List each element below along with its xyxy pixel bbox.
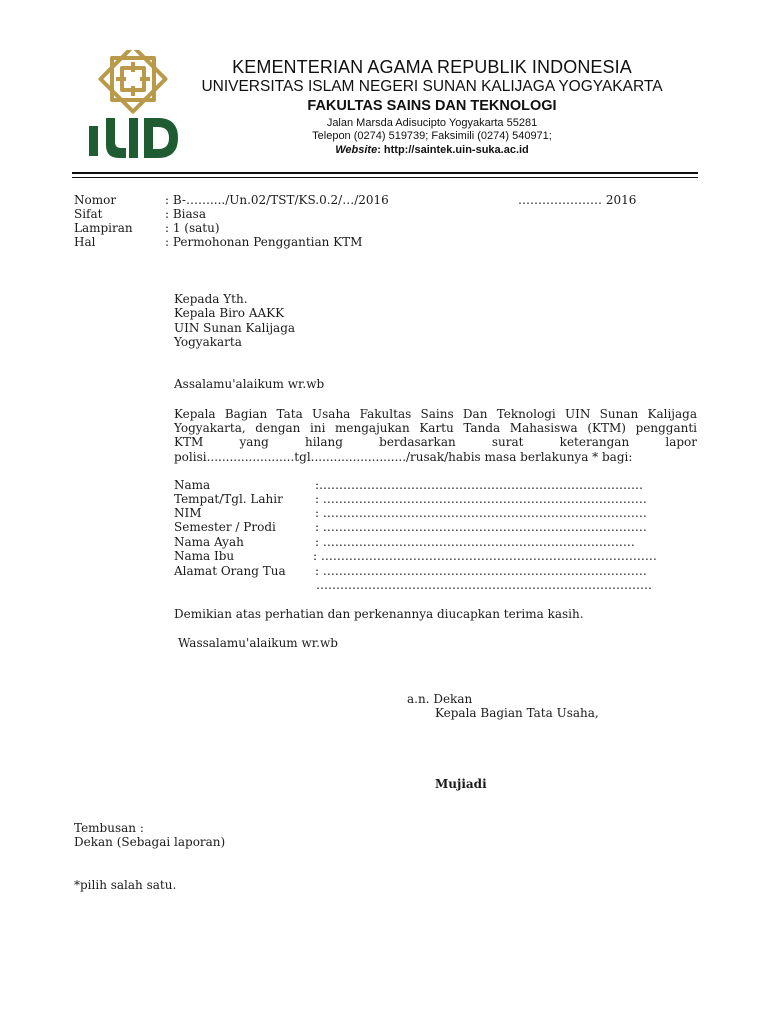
field-value-prodi: : ……………………………………………………………………… (315, 520, 647, 534)
cc-title: Tembusan : (74, 821, 144, 835)
uin-logo (86, 50, 182, 162)
body-paragraph-line: Kepala Bagian Tata Usaha Fakultas Sains Dan Teknologi UIN Sunan Kalijaga (174, 407, 697, 421)
farewell: Wassalamu'alaikum wr.wb (178, 636, 338, 650)
meta-label-lampiran: Lampiran (74, 221, 133, 235)
field-value-alamat-continued: ………………………………………………………………………… (316, 578, 652, 592)
cc-recipient: Dekan (Sebagai laporan) (74, 835, 226, 849)
university-name: UNIVERSITAS ISLAM NEGERI SUNAN KALIJAGA YOGYAKARTA (201, 78, 663, 95)
field-label-prodi: Semester / Prodi (174, 520, 276, 534)
ministry-name: KEMENTERIAN AGAMA REPUBLIK INDONESIA (232, 57, 632, 77)
body-paragraph-line: KTM yang hilang berdasarkan surat keterangan lapor (174, 435, 697, 449)
field-value-nama: :……………………………………………………………………… (315, 478, 644, 492)
field-label-ibu: Nama Ibu (174, 549, 235, 563)
meta-value-sifat: : Biasa (165, 207, 206, 221)
phone-line: Telepon (0274) 519739; Faksimili (0274) 540971; (312, 130, 552, 142)
field-label-alamat: Alamat Orang Tua (174, 564, 286, 578)
field-label-ayah: Nama Ayah (174, 535, 244, 549)
logo-text: UIN (134, 160, 137, 161)
body-paragraph-line: polisi.......................tgl........................./rusak/habis masa berlakunya * bagi: (174, 450, 633, 464)
greeting: Assalamu'alaikum wr.wb (174, 377, 325, 391)
faculty-name: FAKULTAS SAINS DAN TEKNOLOGI (307, 98, 557, 114)
address-line: Jalan Marsda Adisucipto Yogyakarta 55281 (326, 117, 538, 129)
signature-on-behalf: a.n. Dekan (407, 692, 473, 706)
logo-letters (89, 118, 178, 158)
field-value-alamat: : ……………………………………………………………………… (315, 564, 647, 578)
meta-value-nomor: : B-……..../Un.02/TST/KS.0.2/…/2016 (165, 193, 389, 207)
letterhead (190, 56, 674, 157)
meta-label-hal: Hal (74, 235, 96, 249)
letterhead-divider-thick (72, 172, 698, 174)
recipient-line: Kepala Biro AAKK (174, 306, 285, 320)
field-label-nim: NIM (174, 506, 202, 520)
footnote: *pilih salah satu. (74, 878, 177, 892)
website-label: Website (335, 144, 378, 156)
recipient-line: UIN Sunan Kalijaga (174, 321, 296, 335)
closing-sentence: Demikian atas perhatian dan perkenannya diucapkan terima kasih. (174, 607, 584, 621)
meta-label-sifat: Sifat (74, 207, 103, 221)
website-link[interactable]: : http://saintek.uin-suka.ac.id (377, 144, 529, 156)
recipient-line: Yogyakarta (174, 335, 242, 349)
meta-value-hal: : Permohonan Penggantian KTM (165, 235, 363, 249)
field-label-nama: Nama (174, 478, 211, 492)
field-value-ibu: : ………………………………………………………………………… (313, 549, 657, 563)
letterhead-divider-thin (72, 177, 698, 178)
meta-value-lampiran: : 1 (satu) (165, 221, 220, 235)
letter-date: ………………… 2016 (518, 193, 637, 207)
field-label-ttl: Tempat/Tgl. Lahir (174, 492, 283, 506)
body-paragraph-line: Yogyakarta, dengan ini mengajukan Kartu Tanda Mahasiswa (KTM) pengganti (174, 421, 697, 435)
meta-label-nomor: Nomor (74, 193, 117, 207)
website-line (190, 143, 674, 157)
recipient-line: Kepada Yth. (174, 292, 248, 306)
field-value-ttl: : ……………………………………………………………………… (315, 492, 647, 506)
field-value-nim: : ……………………………………………………………………… (315, 506, 647, 520)
signature-position: Kepala Bagian Tata Usaha, (435, 706, 599, 720)
signature-name: Mujiadi (435, 777, 487, 791)
field-value-ayah: : …………………………………………………………………… (315, 535, 635, 549)
logo-ornament (100, 50, 165, 112)
